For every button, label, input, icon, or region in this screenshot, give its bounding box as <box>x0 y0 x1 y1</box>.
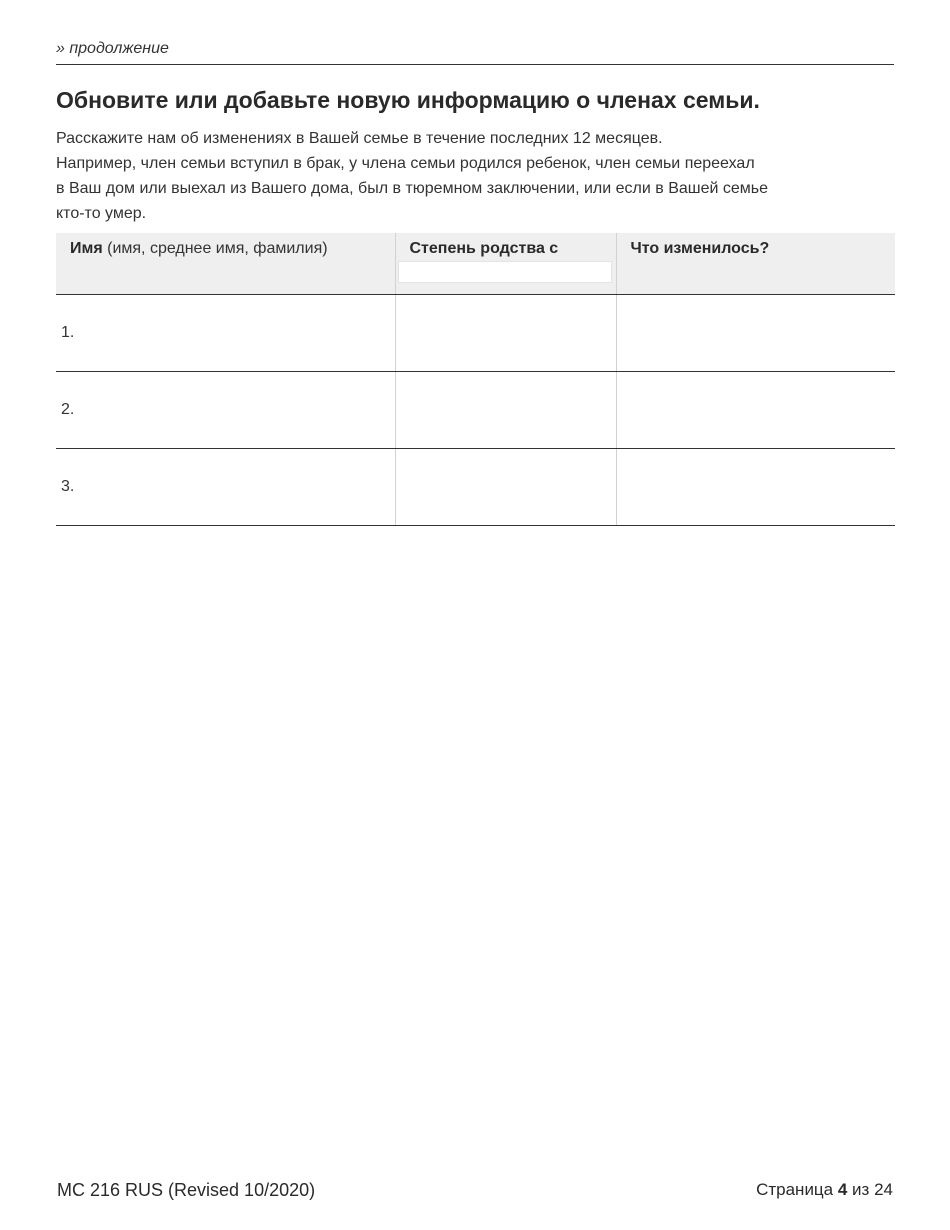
header-name-label: Имя <box>70 240 103 257</box>
intro-line: Например, член семьи вступил в брак, у члена семьи родился ребенок, член семьи переехал <box>56 155 755 172</box>
page-total: 24 <box>874 1180 893 1199</box>
header-relationship <box>395 233 616 295</box>
row-number: 3. <box>61 478 75 495</box>
section-intro <box>56 126 896 226</box>
header-name <box>56 233 395 295</box>
page-current: 4 <box>837 1180 848 1199</box>
row-relationship-cell[interactable] <box>395 295 616 372</box>
header-change <box>616 233 895 295</box>
page-prefix: Страница <box>756 1180 838 1199</box>
row-number: 2. <box>61 401 75 418</box>
table-header-row <box>56 233 895 295</box>
header-relationship-label: Степень родства с <box>409 240 559 257</box>
header-divider <box>56 64 894 65</box>
family-members-table <box>56 233 895 526</box>
relationship-entry-field[interactable] <box>398 261 612 283</box>
row-name-cell[interactable] <box>56 295 395 372</box>
intro-line: Расскажите нам об изменениях в Вашей семье в течение последних 12 месяцев. <box>56 130 663 147</box>
row-name-cell[interactable] <box>56 372 395 449</box>
row-relationship-cell[interactable] <box>395 449 616 526</box>
row-change-cell[interactable] <box>616 372 895 449</box>
row-change-cell[interactable] <box>616 449 895 526</box>
table-row <box>56 372 895 449</box>
page-indicator <box>756 1180 893 1200</box>
header-name-hint: (имя, среднее имя, фамилия) <box>102 240 328 257</box>
table-row <box>56 449 895 526</box>
row-name-cell[interactable] <box>56 449 395 526</box>
intro-line: в Ваш дом или выехал из Вашего дома, был в тюремном заключении, или если в Вашей семье <box>56 180 769 197</box>
form-identifier: MC 216 RUS (Revised 10/2020) <box>57 1180 316 1200</box>
row-change-cell[interactable] <box>616 295 895 372</box>
continuation-label: » продолжение <box>56 40 169 57</box>
intro-line: кто-то умер. <box>56 205 147 222</box>
table-row <box>56 295 895 372</box>
row-relationship-cell[interactable] <box>395 372 616 449</box>
row-number: 1. <box>61 324 75 341</box>
header-change-label: Что изменилось? <box>630 240 770 257</box>
section-title: Обновите или добавьте новую информацию о членах семьи. <box>56 87 760 113</box>
page-middle: из <box>847 1180 875 1199</box>
